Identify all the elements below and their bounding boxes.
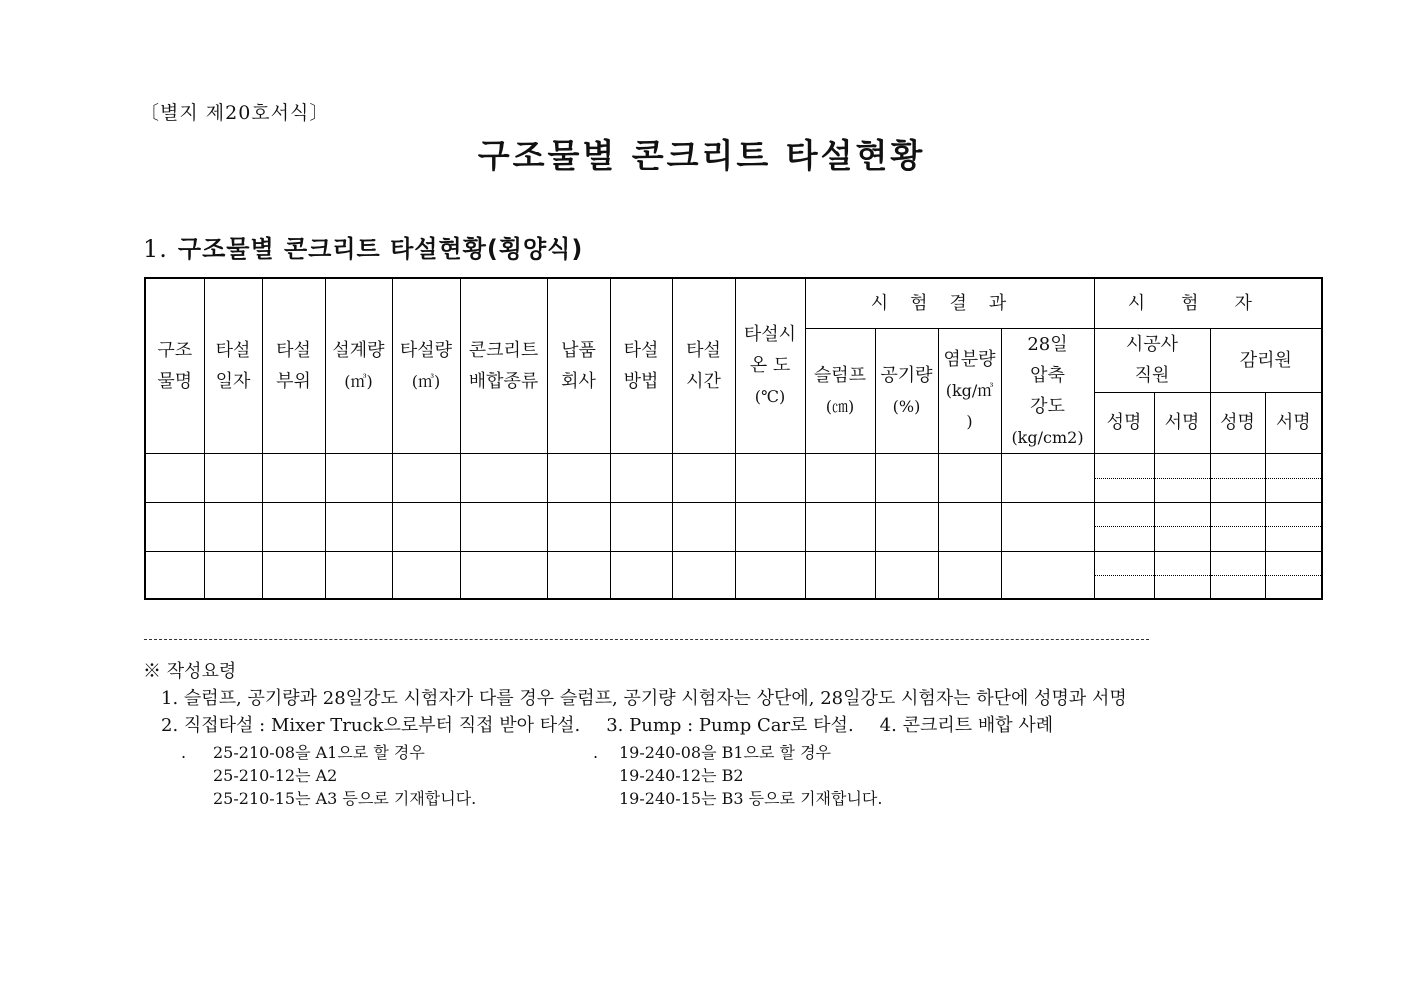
- example-line: 19-240-12는 B2: [619, 766, 744, 785]
- cell-design-quantity[interactable]: [325, 551, 392, 599]
- cell-method[interactable]: [610, 551, 672, 599]
- header-mix-type: 콘크리트 배합종류: [460, 278, 547, 453]
- example-line: 25-210-12는 A2: [213, 766, 338, 785]
- cell-strength[interactable]: [1001, 453, 1094, 502]
- cell-supervisor-name[interactable]: [1210, 526, 1265, 551]
- header-temperature: 타설시 온 도 (℃): [735, 278, 805, 453]
- header-air-content: 공기량 (%): [875, 328, 938, 453]
- form-number: 〔별지 제20호서식〕: [140, 102, 330, 124]
- bullet-dot: .: [593, 743, 599, 762]
- cell-chloride[interactable]: [938, 453, 1001, 502]
- cell-slump[interactable]: [805, 453, 875, 502]
- cell-contractor-signature[interactable]: [1154, 453, 1210, 478]
- section-title: 구조물별 콘크리트 타설현황(횡양식): [177, 235, 584, 263]
- cell-mix-type[interactable]: [460, 502, 547, 551]
- cell-contractor-signature[interactable]: [1154, 502, 1210, 526]
- cell-part[interactable]: [262, 502, 325, 551]
- header-supervisor: 감리원: [1210, 328, 1322, 392]
- section-heading: [143, 229, 583, 264]
- cell-supervisor-signature[interactable]: [1265, 478, 1322, 502]
- cell-strength[interactable]: [1001, 502, 1094, 551]
- cell-supervisor-name[interactable]: [1210, 502, 1265, 526]
- header-contractor-name: 성명: [1094, 392, 1154, 453]
- header-chloride: 염분량 (kg/㎥ ): [938, 328, 1001, 453]
- placement-status-table: [144, 277, 1323, 600]
- header-slump: 슬럼프 (㎝): [805, 328, 875, 453]
- cell-time[interactable]: [672, 453, 735, 502]
- example-line: 25-210-15는 A3 등으로 기재합니다.: [213, 789, 477, 808]
- cell-supervisor-signature[interactable]: [1265, 526, 1322, 551]
- bullet-dot: .: [181, 743, 187, 762]
- cell-chloride[interactable]: [938, 502, 1001, 551]
- cell-supplier[interactable]: [547, 551, 610, 599]
- cell-contractor-signature[interactable]: [1154, 478, 1210, 502]
- cell-supervisor-name[interactable]: [1210, 453, 1265, 478]
- cell-design-quantity[interactable]: [325, 453, 392, 502]
- cell-time[interactable]: [672, 502, 735, 551]
- example-line: 25-210-08을 A1으로 할 경우: [213, 743, 425, 762]
- writing-guide: [143, 658, 1127, 739]
- document-title: 구조물별 콘크리트 타설현황: [477, 136, 926, 175]
- header-compressive-strength: 28일 압축 강도 (kg/cm2): [1001, 328, 1094, 453]
- header-tester: 시험자: [1094, 278, 1322, 328]
- cell-supervisor-signature[interactable]: [1265, 453, 1322, 478]
- cell-contractor-name[interactable]: [1094, 478, 1154, 502]
- cell-date[interactable]: [204, 453, 262, 502]
- cell-date[interactable]: [204, 502, 262, 551]
- example-line: 19-240-15는 B3 등으로 기재합니다.: [619, 789, 883, 808]
- note-item-2-4: [143, 712, 1127, 739]
- cell-design-quantity[interactable]: [325, 502, 392, 551]
- header-time: 타설 시간: [672, 278, 735, 453]
- header-supervisor-name: 성명: [1210, 392, 1265, 453]
- cell-air-content[interactable]: [875, 453, 938, 502]
- header-contractor-signature: 서명: [1154, 392, 1210, 453]
- cell-supervisor-name[interactable]: [1210, 551, 1265, 575]
- cell-supervisor-signature[interactable]: [1265, 502, 1322, 526]
- cell-contractor-name[interactable]: [1094, 551, 1154, 575]
- cell-method[interactable]: [610, 502, 672, 551]
- cell-strength[interactable]: [1001, 551, 1094, 599]
- header-contractor-staff: 시공사 직원: [1094, 328, 1210, 392]
- cell-time[interactable]: [672, 551, 735, 599]
- cell-mix-type[interactable]: [460, 453, 547, 502]
- cell-contractor-signature[interactable]: [1154, 575, 1210, 599]
- section-number: 1.: [143, 235, 168, 263]
- header-supplier: 납품 회사: [547, 278, 610, 453]
- cell-supplier[interactable]: [547, 453, 610, 502]
- note-item-2: 2. 직접타설 : Mixer Truck으로부터 직접 받아 타설.: [161, 715, 581, 736]
- cell-supervisor-name[interactable]: [1210, 575, 1265, 599]
- note-item-4: 4. 콘크리트 배합 사례: [879, 715, 1054, 736]
- cell-structure[interactable]: [145, 502, 204, 551]
- cell-placed-quantity[interactable]: [392, 502, 460, 551]
- cell-temperature[interactable]: [735, 551, 805, 599]
- cell-contractor-signature[interactable]: [1154, 526, 1210, 551]
- cell-air-content[interactable]: [875, 551, 938, 599]
- example-line: 19-240-08을 B1으로 할 경우: [619, 743, 832, 762]
- cell-contractor-signature[interactable]: [1154, 551, 1210, 575]
- cell-temperature[interactable]: [735, 453, 805, 502]
- cell-chloride[interactable]: [938, 551, 1001, 599]
- cell-part[interactable]: [262, 453, 325, 502]
- header-method: 타설 방법: [610, 278, 672, 453]
- cell-air-content[interactable]: [875, 502, 938, 551]
- header-supervisor-signature: 서명: [1265, 392, 1322, 453]
- cell-method[interactable]: [610, 453, 672, 502]
- header-placed-quantity: 타설량 (㎥): [392, 278, 460, 453]
- mix-example-right: [593, 741, 883, 810]
- header-test-results: 시험결과: [805, 278, 1094, 328]
- cell-structure[interactable]: [145, 551, 204, 599]
- dashed-divider: [144, 639, 1149, 640]
- cell-slump[interactable]: [805, 551, 875, 599]
- cell-contractor-name[interactable]: [1094, 502, 1154, 526]
- cell-contractor-name[interactable]: [1094, 526, 1154, 551]
- mix-example-left: [181, 741, 477, 810]
- cell-supervisor-name[interactable]: [1210, 478, 1265, 502]
- header-structure: 구조 물명: [145, 278, 204, 453]
- note-item-3: 3. Pump : Pump Car로 타설.: [606, 715, 854, 736]
- cell-part[interactable]: [262, 551, 325, 599]
- cell-structure[interactable]: [145, 453, 204, 502]
- header-date: 타설 일자: [204, 278, 262, 453]
- note-item-1: 1. 슬럼프, 공기량과 28일강도 시험자가 다를 경우 슬럼프, 공기량 시험자는 상단에, 28일강도 시험자는 하단에 성명과 서명: [161, 688, 1127, 709]
- header-part: 타설 부위: [262, 278, 325, 453]
- cell-contractor-name[interactable]: [1094, 575, 1154, 599]
- cell-supervisor-signature[interactable]: [1265, 551, 1322, 575]
- cell-supplier[interactable]: [547, 502, 610, 551]
- cell-mix-type[interactable]: [460, 551, 547, 599]
- cell-placed-quantity[interactable]: [392, 551, 460, 599]
- cell-slump[interactable]: [805, 502, 875, 551]
- cell-temperature[interactable]: [735, 502, 805, 551]
- cell-supervisor-signature[interactable]: [1265, 575, 1322, 599]
- cell-date[interactable]: [204, 551, 262, 599]
- notes-heading: ※ 작성요령: [143, 661, 237, 682]
- cell-contractor-name[interactable]: [1094, 453, 1154, 478]
- header-design-quantity: 설계량 (㎥): [325, 278, 392, 453]
- cell-placed-quantity[interactable]: [392, 453, 460, 502]
